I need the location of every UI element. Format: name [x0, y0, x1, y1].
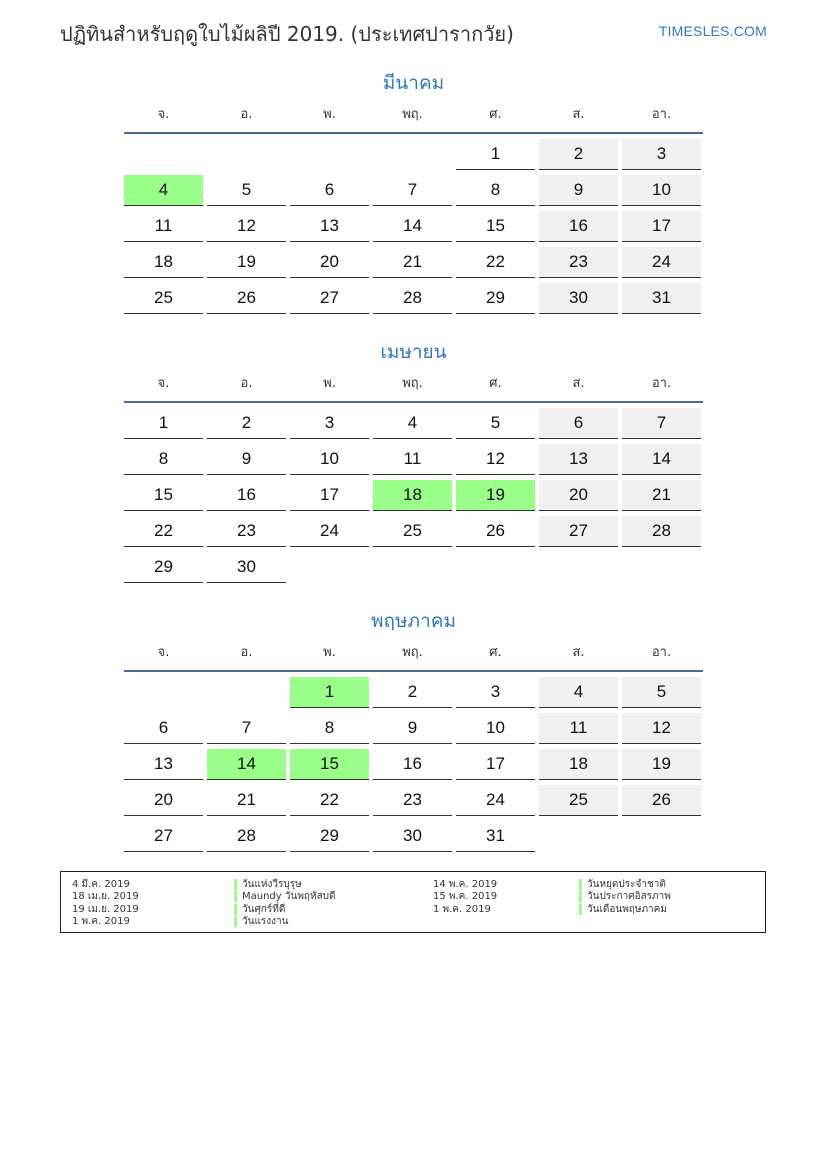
day-cell[interactable]: 26	[456, 516, 535, 547]
legend-holiday-date: 14 พ.ค. 2019	[433, 879, 498, 890]
empty-day-cell	[456, 552, 535, 582]
month-title: เมษายน	[380, 341, 447, 363]
day-cell[interactable]: 24	[622, 247, 701, 278]
day-cell[interactable]: 23	[207, 516, 286, 547]
day-cell[interactable]: 5	[622, 677, 701, 708]
day-cell[interactable]: 11	[124, 211, 203, 242]
legend-holiday-date: 1 พ.ค. 2019	[72, 915, 130, 927]
weekday-label: พฤ.	[402, 376, 423, 391]
day-cell[interactable]: 17	[456, 749, 535, 780]
legend-holiday-name: วันแรงงาน	[234, 916, 288, 927]
day-cell[interactable]: 18	[124, 247, 203, 278]
holiday-day-cell[interactable]: 15	[290, 749, 369, 780]
legend-holiday-date: 18 เม.ย. 2019	[72, 891, 139, 903]
weekday-label: พ.	[323, 107, 336, 122]
weekday-label: พฤ.	[402, 107, 423, 122]
day-cell[interactable]: 22	[456, 247, 535, 278]
day-cell[interactable]: 7	[622, 408, 701, 439]
month-calendar	[124, 68, 703, 314]
day-cell[interactable]: 26	[207, 283, 286, 314]
week-row	[124, 552, 703, 583]
weekday-label: ส.	[572, 645, 585, 660]
weekday-label: ศ.	[489, 376, 502, 391]
day-cell[interactable]: 20	[539, 480, 618, 511]
legend-holiday-name: วันประกาศอิสรภาพ	[579, 891, 671, 902]
legend-holiday-name: วันศุกร์ที่ดี	[234, 904, 285, 915]
day-cell[interactable]: 2	[539, 139, 618, 170]
empty-day-cell	[373, 552, 452, 582]
weekday-label: พฤ.	[402, 645, 423, 660]
week-row	[124, 821, 703, 852]
day-cell[interactable]: 29	[290, 821, 369, 852]
legend-holiday-date: 15 พ.ค. 2019	[433, 891, 498, 903]
day-cell[interactable]: 16	[207, 480, 286, 511]
legend-holiday-date: 4 มี.ค. 2019	[72, 879, 130, 890]
day-cell[interactable]: 24	[290, 516, 369, 547]
empty-day-cell	[539, 552, 618, 582]
holiday-day-cell[interactable]: 14	[207, 749, 286, 780]
empty-day-cell	[539, 821, 618, 851]
day-cell[interactable]: 13	[290, 211, 369, 242]
legend-right-dates	[433, 879, 497, 916]
weekday-label: จ.	[157, 645, 170, 660]
legend-holiday-name: Maundy วันพฤหัสบดี	[234, 891, 336, 902]
day-cell[interactable]: 25	[373, 516, 452, 547]
weekday-label: อ.	[240, 376, 253, 391]
day-cell[interactable]: 21	[373, 247, 452, 278]
empty-day-cell	[622, 552, 701, 582]
day-cell[interactable]: 13	[124, 749, 203, 780]
day-cell[interactable]: 2	[373, 677, 452, 708]
weekday-label: อ.	[240, 107, 253, 122]
day-cell[interactable]: 15	[124, 480, 203, 511]
day-cell[interactable]: 12	[207, 211, 286, 242]
day-cell[interactable]: 11	[539, 713, 618, 744]
week-row	[124, 408, 703, 439]
day-cell[interactable]: 27	[539, 516, 618, 547]
holiday-day-cell[interactable]: 18	[373, 480, 452, 511]
day-cell[interactable]: 3	[622, 139, 701, 170]
week-row	[124, 516, 703, 547]
week-row	[124, 713, 703, 744]
day-cell[interactable]: 21	[622, 480, 701, 511]
day-cell[interactable]: 31	[622, 283, 701, 314]
day-cell[interactable]: 2	[207, 408, 286, 439]
day-cell[interactable]: 8	[124, 444, 203, 475]
day-cell[interactable]: 9	[539, 175, 618, 206]
day-cell[interactable]: 9	[207, 444, 286, 475]
day-cell[interactable]: 29	[456, 283, 535, 314]
day-cell[interactable]: 8	[290, 713, 369, 744]
day-cell[interactable]: 1	[124, 408, 203, 439]
empty-day-cell	[290, 139, 369, 169]
day-cell[interactable]: 4	[539, 677, 618, 708]
day-cell[interactable]: 26	[622, 785, 701, 816]
legend-left-dates	[72, 879, 139, 928]
weekday-label: ศ.	[489, 107, 502, 122]
day-cell[interactable]: 12	[456, 444, 535, 475]
week-row	[124, 211, 703, 242]
holiday-legend	[60, 871, 766, 933]
day-cell[interactable]: 27	[290, 283, 369, 314]
empty-day-cell	[124, 677, 203, 707]
empty-day-cell	[207, 677, 286, 707]
day-cell[interactable]: 28	[207, 821, 286, 852]
day-cell[interactable]: 16	[539, 211, 618, 242]
week-row	[124, 480, 703, 511]
weekday-label: จ.	[157, 376, 170, 391]
week-row	[124, 444, 703, 475]
day-cell[interactable]: 16	[373, 749, 452, 780]
weekday-label: อ.	[240, 645, 253, 660]
empty-day-cell	[290, 552, 369, 582]
day-cell[interactable]: 3	[456, 677, 535, 708]
legend-left-names	[234, 879, 336, 928]
weekday-label: ส.	[572, 107, 585, 122]
day-cell[interactable]: 7	[207, 713, 286, 744]
weekday-label: อา.	[651, 645, 672, 660]
day-cell[interactable]: 30	[207, 552, 286, 583]
day-cell[interactable]: 15	[456, 211, 535, 242]
weekday-label: ศ.	[489, 645, 502, 660]
holiday-day-cell[interactable]: 4	[124, 175, 203, 206]
day-cell[interactable]: 25	[539, 785, 618, 816]
day-cell[interactable]: 4	[373, 408, 452, 439]
weekday-label: พ.	[323, 645, 336, 660]
weekday-label: พ.	[323, 376, 336, 391]
day-cell[interactable]: 7	[373, 175, 452, 206]
day-cell[interactable]: 28	[373, 283, 452, 314]
day-cell[interactable]: 23	[539, 247, 618, 278]
weekday-header	[124, 636, 703, 672]
empty-day-cell	[373, 139, 452, 169]
legend-holiday-name: วันเดือนพฤษภาคม	[579, 904, 667, 915]
weekday-label: จ.	[157, 107, 170, 122]
day-cell[interactable]: 17	[290, 480, 369, 511]
day-cell[interactable]: 5	[456, 408, 535, 439]
week-row	[124, 139, 703, 170]
day-cell[interactable]: 25	[124, 283, 203, 314]
day-cell[interactable]: 24	[456, 785, 535, 816]
day-cell[interactable]: 30	[373, 821, 452, 852]
page-title: ปฏิทินสำหรับฤดูใบไม้ผลิปี 2019. (ประเทศปารากวัย)	[60, 22, 514, 46]
legend-holiday-date: 1 พ.ค. 2019	[433, 903, 491, 915]
legend-holiday-name: วันหยุดประจำชาติ	[579, 879, 666, 890]
week-row	[124, 677, 703, 708]
legend-holiday-date: 19 เม.ย. 2019	[72, 903, 139, 915]
month-calendar	[124, 337, 703, 583]
weekday-label: อา.	[651, 376, 672, 391]
day-cell[interactable]: 19	[207, 247, 286, 278]
empty-day-cell	[207, 139, 286, 169]
month-calendar	[124, 606, 703, 852]
empty-day-cell	[124, 139, 203, 169]
day-cell[interactable]: 11	[373, 444, 452, 475]
weekday-header	[124, 98, 703, 134]
day-cell[interactable]: 10	[290, 444, 369, 475]
day-cell[interactable]: 9	[373, 713, 452, 744]
holiday-day-cell[interactable]: 19	[456, 480, 535, 511]
day-cell[interactable]: 17	[622, 211, 701, 242]
legend-holiday-name: วันแห่งวีรบุรุษ	[234, 879, 302, 890]
day-cell[interactable]: 21	[207, 785, 286, 816]
week-row	[124, 247, 703, 278]
day-cell[interactable]: 22	[124, 516, 203, 547]
brand-logo-text[interactable]: TIMESLES.COM	[658, 23, 767, 39]
day-cell[interactable]: 22	[290, 785, 369, 816]
day-cell[interactable]: 29	[124, 552, 203, 583]
day-cell[interactable]: 14	[373, 211, 452, 242]
legend-right-names	[579, 879, 671, 916]
day-cell[interactable]: 6	[539, 408, 618, 439]
day-cell[interactable]: 30	[539, 283, 618, 314]
day-cell[interactable]: 31	[456, 821, 535, 852]
day-cell[interactable]: 6	[290, 175, 369, 206]
day-cell[interactable]: 1	[456, 139, 535, 170]
day-cell[interactable]: 28	[622, 516, 701, 547]
day-cell[interactable]: 14	[622, 444, 701, 475]
holiday-day-cell[interactable]: 1	[290, 677, 369, 708]
day-cell[interactable]: 27	[124, 821, 203, 852]
day-cell[interactable]: 3	[290, 408, 369, 439]
day-cell[interactable]: 19	[622, 749, 701, 780]
month-title: มีนาคม	[382, 72, 445, 94]
day-cell[interactable]: 12	[622, 713, 701, 744]
day-cell[interactable]: 5	[207, 175, 286, 206]
week-row	[124, 749, 703, 780]
day-cell[interactable]: 18	[539, 749, 618, 780]
weekday-label: อา.	[651, 107, 672, 122]
day-cell[interactable]: 20	[124, 785, 203, 816]
day-cell[interactable]: 6	[124, 713, 203, 744]
day-cell[interactable]: 10	[622, 175, 701, 206]
week-row	[124, 175, 703, 206]
week-row	[124, 283, 703, 314]
empty-day-cell	[622, 821, 701, 851]
weekday-label: ส.	[572, 376, 585, 391]
day-cell[interactable]: 10	[456, 713, 535, 744]
day-cell[interactable]: 23	[373, 785, 452, 816]
weekday-header	[124, 367, 703, 403]
month-title: พฤษภาคม	[371, 610, 456, 632]
day-cell[interactable]: 8	[456, 175, 535, 206]
week-row	[124, 785, 703, 816]
day-cell[interactable]: 20	[290, 247, 369, 278]
day-cell[interactable]: 13	[539, 444, 618, 475]
